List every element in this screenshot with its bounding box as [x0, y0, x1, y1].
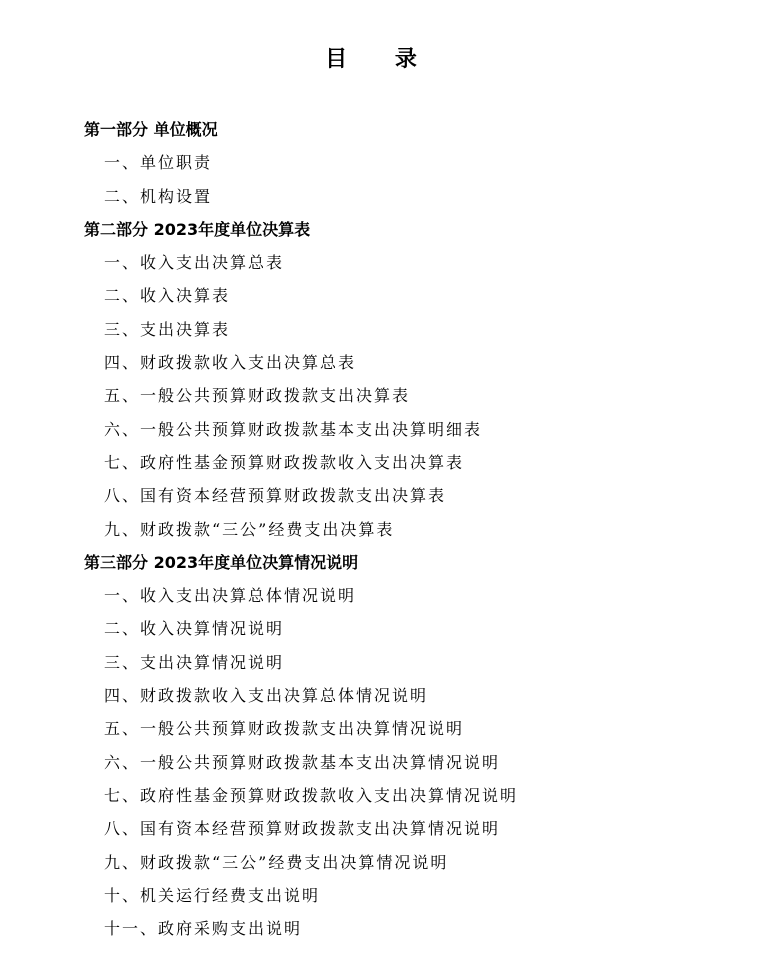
toc-item: 三、支出决算情况说明 [104, 652, 285, 672]
toc-item: 四、财政拨款收入支出决算总表 [104, 353, 357, 373]
toc-item: 六、一般公共预算财政拨款基本支出决算情况说明 [104, 752, 501, 772]
toc-item: 一、收入支出决算总体情况说明 [104, 586, 357, 606]
toc-item: 九、财政拨款“三公”经费支出决算情况说明 [104, 852, 449, 872]
toc-item: 二、收入决算情况说明 [104, 619, 285, 639]
toc-item: 一、单位职责 [104, 153, 213, 173]
toc-item: 九、财政拨款“三公”经费支出决算表 [104, 519, 395, 539]
toc-item: 三、支出决算表 [104, 319, 231, 339]
page-title: 目 录 [325, 46, 437, 72]
toc-item: 四、财政拨款收入支出决算总体情况说明 [104, 686, 429, 706]
toc-item: 七、政府性基金预算财政拨款收入支出决算表 [104, 452, 465, 472]
toc-item: 二、收入决算表 [104, 286, 231, 306]
toc-item: 十一、政府采购支出说明 [104, 919, 303, 939]
toc-part-heading: 第二部分 2023年度单位决算表 [84, 219, 311, 239]
toc-item: 五、一般公共预算财政拨款支出决算情况说明 [104, 719, 465, 739]
toc-part-heading: 第三部分 2023年度单位决算情况说明 [84, 552, 359, 572]
toc-item: 一、收入支出决算总表 [104, 253, 285, 273]
table-of-contents [0, 113, 762, 945]
toc-item: 八、国有资本经营预算财政拨款支出决算情况说明 [104, 819, 501, 839]
toc-item: 七、政府性基金预算财政拨款收入支出决算情况说明 [104, 785, 519, 805]
toc-item: 十、机关运行经费支出说明 [104, 885, 321, 905]
toc-item: 五、一般公共预算财政拨款支出决算表 [104, 386, 411, 406]
toc-item: 八、国有资本经营预算财政拨款支出决算表 [104, 486, 447, 506]
toc-part-heading: 第一部分 单位概况 [84, 120, 218, 139]
toc-item: 二、机构设置 [104, 186, 213, 206]
toc-item: 六、一般公共预算财政拨款基本支出决算明细表 [104, 419, 483, 439]
